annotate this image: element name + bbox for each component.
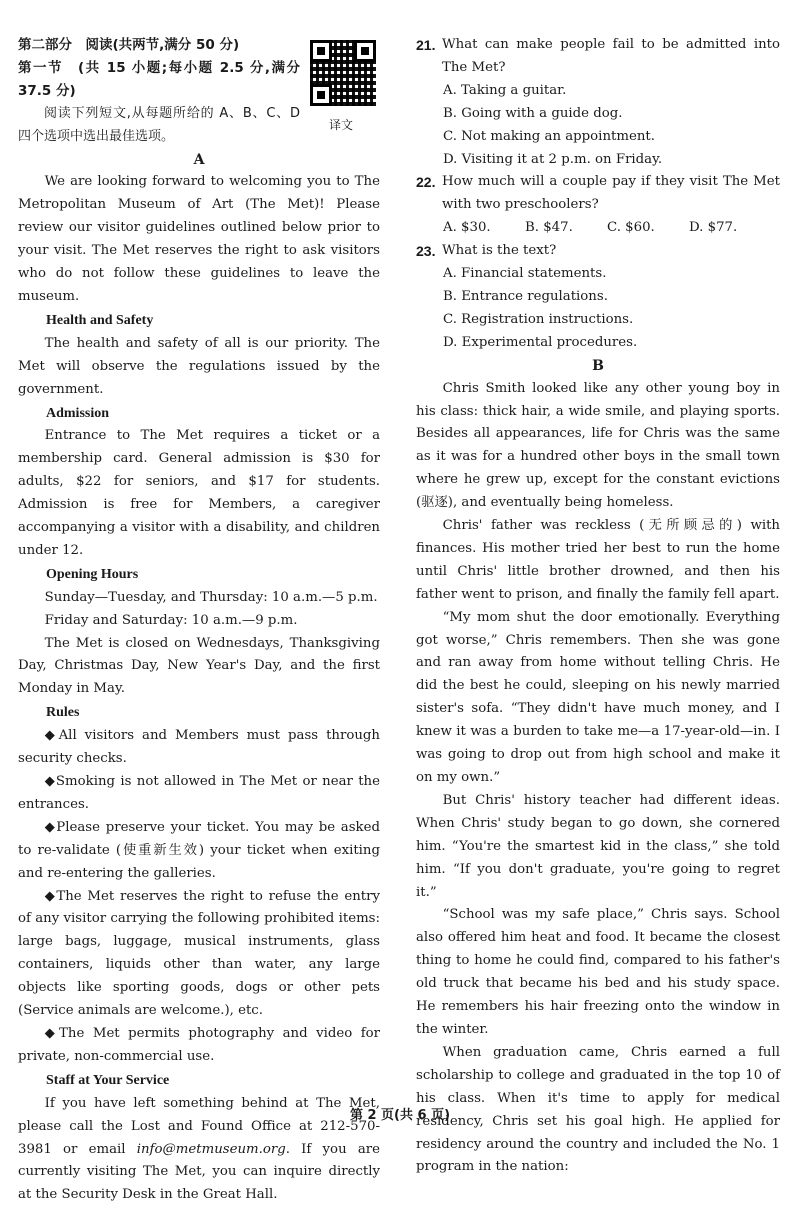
option-d[interactable]: D. Visiting it at 2 p.m. on Friday.: [443, 151, 663, 167]
question-23: [416, 240, 780, 263]
rule-ticket: ◆Please preserve your ticket. You may be asked to re-validate (使重新生效) your ticket when exiting and re-entering the galleries.: [18, 819, 380, 881]
rule-security: ◆All visitors and Members must pass through security checks.: [18, 728, 380, 767]
option-b[interactable]: B. Going with a guide dog.: [443, 105, 623, 121]
question-stem: What is the text?: [442, 243, 557, 259]
rule-smoking: ◆Smoking is not allowed in The Met or near the entrances.: [18, 774, 380, 812]
passage-b-p6: When graduation came, Chris earned a full scholarship to college and graduated in the top 10 of his class. When it's time to apply for medical residency, Chris set his goal high. He applied for residency around the country and included the No. 1 program in the nation:: [416, 1044, 780, 1175]
staff-heading: Staff at Your Service: [46, 1072, 170, 1088]
passage-b-p2: Chris' father was reckless (无所顾忌的) with finances. His mother tried her best to run the home until Chris' little brother drowned, and then his father went to prison, and finally the family fell apart.: [416, 518, 780, 602]
options-row: [416, 217, 780, 240]
question-number: 22.: [416, 174, 436, 191]
passage-a-intro: We are looking forward to welcoming you to The Metropolitan Museum of Art (The Met)! Please review our visitor guidelines outlined below prior to your visit. The Met reserves the right to ask visitors who do not follow these guidelines to leave the museum.: [18, 174, 380, 304]
left-column: [18, 34, 380, 1207]
rule-prohibited: ◆The Met reserves the right to refuse the entry of any visitor carrying the following prohibited items: large bags, luggage, musical instruments, glass containers, liquids other than water, any large objects like sporting goods, dogs or other pets (Service animals are welcome.), etc.: [18, 888, 380, 1019]
right-column: [416, 34, 780, 1179]
hours-weekend: Friday and Saturday: 10 a.m.—9 p.m.: [44, 612, 298, 628]
option-a[interactable]: A. Taking a guitar.: [443, 82, 567, 98]
passage-b-p5: “School was my safe place,” Chris says. School also offered him heat and food. It became the closest thing to home he could find, compared to his father's old truck that became his bed and his study space. He remembers his hair freezing onto the window in the winter.: [416, 907, 780, 1037]
admission-heading: Admission: [46, 405, 110, 421]
section-heading: 第一节 (共 15 小题;每小题 2.5 分,满分 37.5 分): [18, 59, 300, 99]
rule-photography: ◆The Met permits photography and video for private, non-commercial use.: [18, 1025, 380, 1064]
health-text: The health and safety of all is our priority. The Met will observe the regulations issued by the government.: [18, 335, 380, 397]
option-c[interactable]: C. Registration instructions.: [443, 311, 634, 327]
hours-closed: The Met is closed on Wednesdays, Thanksgiving Day, Christmas Day, New Year's Day, and the first Monday in May.: [18, 635, 380, 697]
option-d[interactable]: D. $77.: [689, 220, 738, 236]
instruction: 阅读下列短文,从每题所给的 A、B、C、D 四个选项中选出最佳选项。: [18, 105, 300, 144]
question-number: 21.: [416, 37, 436, 53]
passage-b-p1: Chris Smith looked like any other young boy in his class: thick hair, a wide smile, and playing sports. Besides all appearances, life for Chris was the same as it was for a hundred other boys in the small town where he grew up, except for the constant evictions (驱逐), and eventually being homeless.: [416, 380, 780, 511]
hours-weekday: Sunday—Tuesday, and Thursday: 10 a.m.—5 p.m.: [44, 589, 378, 605]
question-stem: What can make people fail to be admitted into The Met?: [442, 37, 780, 75]
passage-a-letter: A: [193, 151, 205, 168]
option-c[interactable]: C. Not making an appointment.: [443, 128, 655, 144]
option-a[interactable]: A. Financial statements.: [443, 266, 607, 282]
option-c[interactable]: C. $60.: [607, 220, 655, 236]
option-b[interactable]: B. Entrance regulations.: [443, 288, 608, 304]
option-d[interactable]: D. Experimental procedures.: [443, 334, 638, 350]
option-a[interactable]: A. $30.: [443, 220, 491, 236]
question-21: [416, 34, 780, 80]
staff-text-2: . If you are currently visiting The Met, you can inquire directly at the Security Desk in the Great Hall.: [18, 1141, 380, 1203]
passage-b-letter: B: [592, 357, 604, 374]
staff-email: info@metmuseum.org: [136, 1141, 286, 1157]
passage-b-p3: “My mom shut the door emotionally. Everything got worse,” Chris remembers. Then she was gone and ran away from home without telling Chris. He did the best he could, sleeping on his newly married sister's sofa. “They didn't have much money, and I knew it was a burden to take me—a 17-year-old—in. I was going to drop out from high school and make it on my own.”: [416, 609, 780, 785]
part-heading: 第二部分 阅读(共两节,满分 50 分): [18, 37, 240, 53]
passage-b-p4: But Chris' history teacher had different ideas. When Chris' study began to go down, she cornered him. “You're the smartest kid in the class,” she told him. “If you don't graduate, you're going to regret it.”: [416, 792, 780, 900]
staff-text-1: If you have left something behind at The Met, please call the Lost and Found Office at 212-570-3981 or email: [18, 1095, 380, 1157]
page-footer: 第 2 页(共 6 页): [349, 1108, 451, 1123]
question-22: [416, 171, 780, 217]
qr-label: 译文: [329, 118, 354, 132]
option-b[interactable]: B. $47.: [525, 220, 573, 236]
health-heading: Health and Safety: [46, 312, 154, 328]
hours-heading: Opening Hours: [46, 566, 139, 582]
question-stem: How much will a couple pay if they visit The Met with two preschoolers?: [442, 174, 780, 213]
question-number: 23.: [416, 243, 436, 260]
rules-heading: Rules: [46, 705, 80, 721]
admission-text: Entrance to The Met requires a ticket or a membership card. General admission is $30 for adults, $22 for seniors, and $17 for students. Admission is free for Members, a caregiver accompanying a visitor with a disability, and children under 12.: [18, 428, 380, 558]
